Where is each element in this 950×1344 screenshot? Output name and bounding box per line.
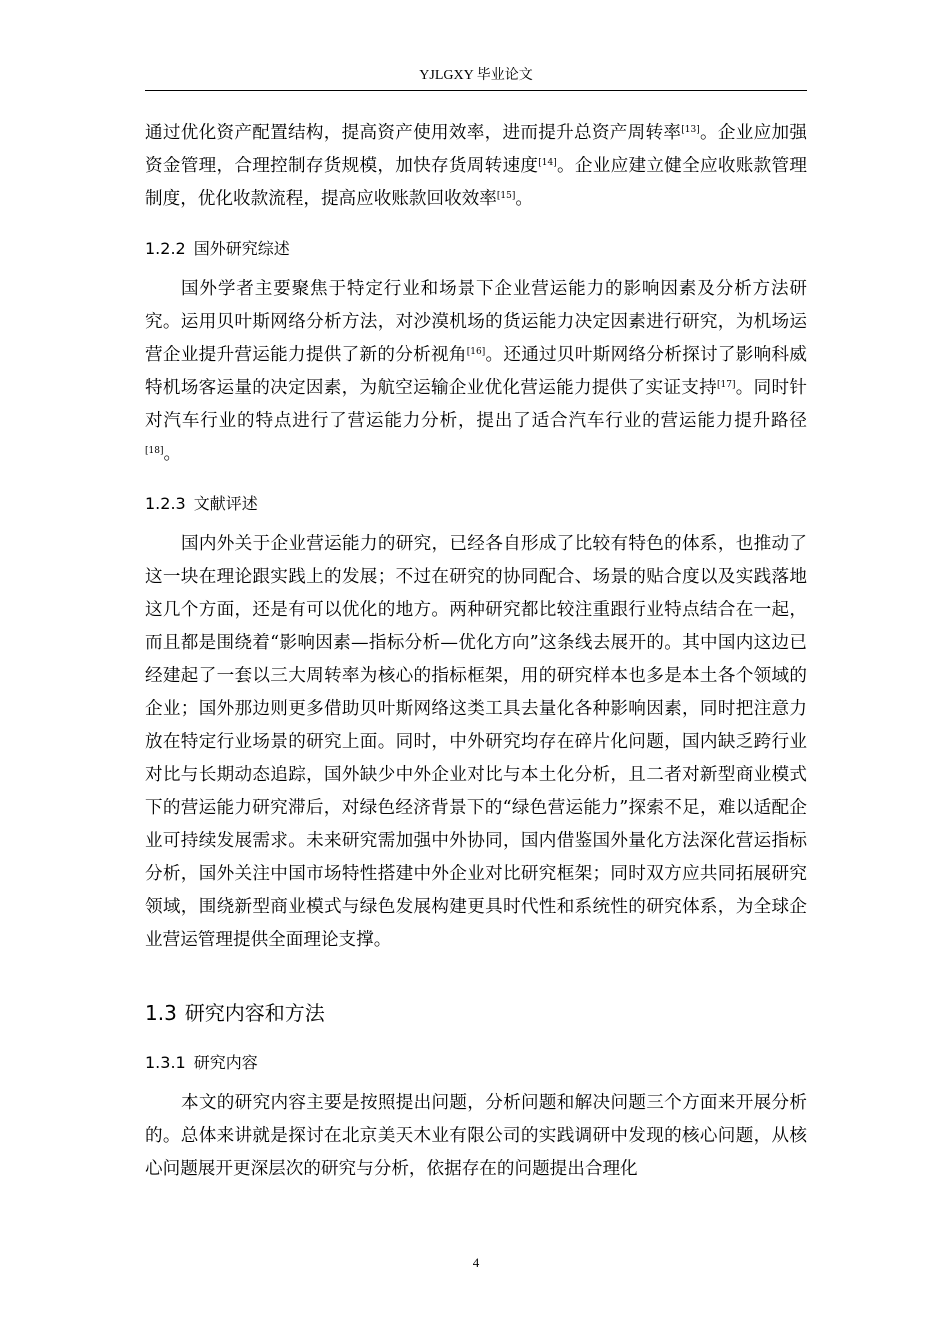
paragraph-2-text-3: 。同时针对汽车行业的特点进行了营运能力分析，提出了适合汽车行业的营运能力提升路径	[145, 378, 807, 431]
citation-17: [17]	[717, 380, 736, 390]
heading-1-2-2	[145, 236, 807, 259]
heading-1-2-3	[145, 491, 807, 514]
citation-18: [18]	[145, 446, 164, 456]
page-content	[145, 117, 807, 1186]
header-rule	[145, 90, 807, 91]
heading-1-3	[145, 997, 807, 1026]
heading-1-2-2-title: 国外研究综述	[193, 239, 290, 258]
paragraph-4: 本文的研究内容主要是按照提出问题，分析问题和解决问题三个方面来开展分析的。总体来讲就是探讨在北京美天木业有限公司的实践调研中发现的核心问题，从核心问题展开更深层次的研究与分析，依据存在的问题提出合理化	[145, 1093, 807, 1179]
heading-1-3-title: 研究内容和方法	[184, 1001, 325, 1025]
citation-13: [13]	[681, 125, 700, 135]
citation-15: [15]	[496, 191, 516, 201]
page-number: 4	[472, 1255, 480, 1270]
heading-1-3-1-title: 研究内容	[193, 1053, 258, 1072]
paragraph-1-text-2: 。企业应加强资金管理，合理控制存货规模，加快存货周转速度	[145, 123, 807, 176]
paragraph-1-text-1: 通过优化资产配置结构，提高资产使用效率，进而提升总资产周转率	[145, 123, 682, 143]
heading-1-3-1-number: 1.3.1	[145, 1053, 186, 1072]
paragraph-3: 国内外关于企业营运能力的研究，已经各自形成了比较有特色的体系，也推动了这一块在理论跟实践上的发展；不过在研究的协同配合、场景的贴合度以及实践落地这几个方面，还是有可以优化的地方。两种研究都比较注重跟行业特点结合在一起，而且都是围绕着“影响因素—指标分析—优化方向”这条线去展开的。其中国内这边已经建起了一套以三大周转率为核心的指标框架，用的研究样本也多是本土各个领域的企业；国外那边则更多借助贝叶斯网络这类工具去量化各种影响因素，同时把注意力放在特定行业场景的研究上面。同时，中外研究均存在碎片化问题，国内缺乏跨行业对比与长期动态追踪，国外缺少中外企业对比与本土化分析，且二者对新型商业模式下的营运能力研究滞后，对绿色经济背景下的“绿色营运能力”探索不足，难以适配企业可持续发展需求。未来研究需加强中外协同，国内借鉴国外量化方法深化营运指标分析，国外关注中国市场特性搭建中外企业对比研究框架；同时双方应共同拓展研究领域，围绕新型商业模式与绿色发展构建更具时代性和系统性的研究体系，为全球企业营运管理提供全面理论支撑。	[145, 534, 807, 950]
paragraph-1-text-3: 。企业应建立健全应收账款管理制度，优化收款流程，提高应收账款回收效率	[145, 156, 807, 209]
paragraph-2-text-1: 国外学者主要聚焦于特定行业和场景下企业营运能力的影响因素及分析方法研究。运用贝叶斯网络分析方法，对沙漠机场的货运能力决定因素进行研究，为机场运营企业提升营运能力提供了新的分析视角	[145, 279, 807, 365]
heading-1-2-3-number: 1.2.3	[145, 494, 186, 513]
heading-1-2-2-number: 1.2.2	[145, 239, 186, 258]
paragraph-2-text-4: 。	[163, 444, 182, 464]
paragraph-2-text-2: 。还通过贝叶斯网络分析探讨了影响科威特机场客运量的决定因素，为航空运输企业优化营运能力提供了实证支持	[145, 345, 807, 398]
paragraph-1	[145, 117, 807, 216]
heading-1-3-1	[145, 1050, 807, 1073]
page-header: YJLGXY 毕业论文	[419, 68, 533, 83]
citation-14: [14]	[538, 158, 557, 168]
heading-1-2-3-title: 文献评述	[193, 494, 258, 513]
heading-1-3-number: 1.3	[145, 1001, 177, 1025]
paragraph-2	[145, 273, 807, 471]
paragraph-1-text-4: 。	[515, 189, 533, 209]
citation-16: [16]	[466, 347, 486, 357]
